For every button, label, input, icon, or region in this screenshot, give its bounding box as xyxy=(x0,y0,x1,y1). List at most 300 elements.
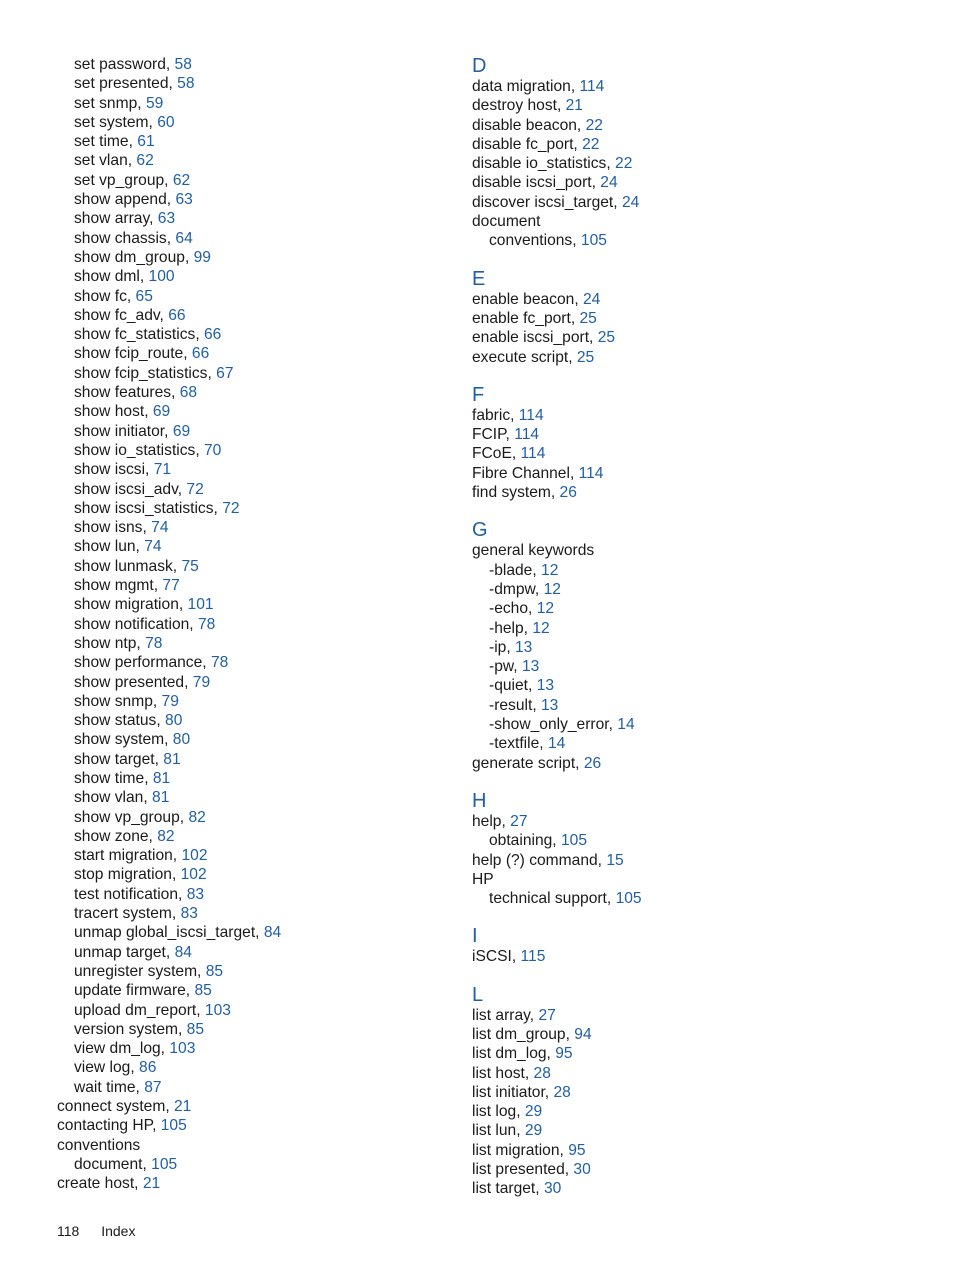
index-term: show isns, xyxy=(74,519,152,537)
index-term: stop migration, xyxy=(74,866,181,884)
index-subentry xyxy=(57,383,437,402)
index-term: -pw, xyxy=(489,658,522,676)
index-subentry xyxy=(57,615,437,634)
index-subentry xyxy=(472,599,912,618)
index-term: show mgmt, xyxy=(74,577,163,595)
page-reference-link[interactable]: 22 xyxy=(615,155,633,173)
page-reference-link[interactable]: 25 xyxy=(576,348,595,366)
index-term: disable iscsi_port, xyxy=(472,174,601,192)
index-term: view log, xyxy=(74,1059,140,1077)
page-reference-link[interactable]: 105 xyxy=(151,1155,178,1173)
page-reference-link[interactable]: 78 xyxy=(197,615,216,633)
page-reference-link[interactable]: 62 xyxy=(136,152,154,170)
index-entry xyxy=(472,290,912,309)
page-reference-link[interactable]: 21 xyxy=(174,1098,192,1116)
index-term: show zone, xyxy=(74,827,158,845)
index-term: list log, xyxy=(472,1103,525,1121)
index-term: unmap target, xyxy=(74,943,175,961)
page-reference-link[interactable]: 25 xyxy=(597,329,616,347)
index-subentry xyxy=(57,595,437,614)
index-entry xyxy=(472,1160,912,1179)
index-term: show array, xyxy=(74,210,158,228)
page-reference-link[interactable]: 26 xyxy=(583,754,602,772)
index-entry xyxy=(472,154,912,173)
index-subentry xyxy=(472,657,912,676)
page-reference-link[interactable]: 114 xyxy=(579,78,605,95)
index-entry xyxy=(472,1083,912,1102)
index-term: list initiator, xyxy=(472,1083,554,1101)
index-subentry xyxy=(57,460,437,479)
index-term: show chassis, xyxy=(74,229,176,247)
page-reference-link[interactable]: 13 xyxy=(515,638,533,656)
index-subentry xyxy=(57,248,437,267)
index-entry xyxy=(472,947,912,966)
page-reference-link[interactable]: 12 xyxy=(543,580,561,598)
page-reference-link[interactable]: 24 xyxy=(582,290,601,308)
index-term: list host, xyxy=(472,1064,534,1082)
page-reference-link[interactable]: 84 xyxy=(174,943,192,961)
index-subentry xyxy=(57,364,437,383)
page-reference-link[interactable]: 58 xyxy=(174,56,192,73)
index-term: tracert system, xyxy=(74,905,181,923)
index-entry xyxy=(472,444,912,463)
index-entry xyxy=(472,1179,912,1198)
index-subentry xyxy=(57,151,437,170)
page-reference-link[interactable]: 21 xyxy=(142,1175,161,1193)
index-term: show iscsi_statistics, xyxy=(74,499,223,517)
index-term: show fc, xyxy=(74,287,136,305)
page-reference-link[interactable]: 85 xyxy=(194,982,212,1000)
page-reference-link[interactable]: 12 xyxy=(536,600,555,618)
index-subentry xyxy=(57,962,437,981)
page-reference-link[interactable]: 100 xyxy=(148,268,175,286)
index-subentry xyxy=(57,480,437,499)
index-term: list migration, xyxy=(472,1141,569,1159)
index-subentry xyxy=(57,209,437,228)
index-entry xyxy=(472,754,912,773)
page-reference-link[interactable]: 78 xyxy=(145,634,163,652)
page-reference-link[interactable]: 81 xyxy=(152,789,170,807)
index-subentry xyxy=(57,325,437,344)
index-subentry xyxy=(57,267,437,286)
page-reference-link[interactable]: 13 xyxy=(541,696,559,714)
page-reference-link[interactable]: 71 xyxy=(153,461,172,479)
index-term: show initiator, xyxy=(74,422,173,440)
page-reference-link[interactable]: 105 xyxy=(560,832,587,850)
page-reference-link[interactable]: 24 xyxy=(600,174,618,192)
page-reference-link[interactable]: 105 xyxy=(160,1117,187,1135)
index-term: help, xyxy=(472,812,511,830)
index-entry xyxy=(472,1064,912,1083)
page-reference-link[interactable]: 94 xyxy=(574,1025,592,1043)
index-entry xyxy=(57,1097,437,1116)
index-term: set vp_group, xyxy=(74,171,173,189)
index-subentry xyxy=(472,889,912,908)
page-reference-link[interactable]: 63 xyxy=(157,210,176,228)
page-reference-link[interactable]: 62 xyxy=(172,171,191,189)
page-reference-link[interactable]: 81 xyxy=(152,769,171,787)
index-term: show fcip_statistics, xyxy=(74,364,217,382)
page-reference-link[interactable]: 114 xyxy=(514,426,540,444)
index-left-column xyxy=(57,55,437,1194)
page-reference-link[interactable]: 83 xyxy=(180,905,198,923)
page-reference-link[interactable]: 25 xyxy=(579,309,597,327)
index-subentry xyxy=(57,499,437,518)
index-subentry xyxy=(57,865,437,884)
page-reference-link[interactable]: 103 xyxy=(169,1040,196,1058)
page-reference-link[interactable]: 105 xyxy=(615,890,642,908)
index-term: set presented, xyxy=(74,75,178,93)
index-subentry xyxy=(57,441,437,460)
index-term: show fc_adv, xyxy=(74,306,169,324)
index-term: set system, xyxy=(74,113,158,131)
page-reference-link[interactable]: 74 xyxy=(144,538,162,556)
page-reference-link[interactable]: 14 xyxy=(547,735,566,753)
index-subentry xyxy=(472,638,912,657)
index-entry xyxy=(472,1044,912,1063)
page-reference-link[interactable]: 74 xyxy=(151,519,169,537)
index-term: disable fc_port, xyxy=(472,135,583,153)
index-term: -quiet, xyxy=(489,677,537,695)
index-term: fabric, xyxy=(472,406,519,424)
index-term: general keywords xyxy=(472,542,595,560)
index-term: show io_statistics, xyxy=(74,441,204,459)
page-reference-link[interactable]: 66 xyxy=(191,345,210,363)
page-reference-link[interactable]: 95 xyxy=(555,1045,573,1063)
page-reference-link[interactable]: 29 xyxy=(524,1122,543,1140)
page-reference-link[interactable]: 14 xyxy=(617,716,635,734)
page-reference-link[interactable]: 86 xyxy=(139,1059,157,1077)
index-subentry xyxy=(57,422,437,441)
index-term: -textfile, xyxy=(489,735,548,753)
page-reference-link[interactable]: 99 xyxy=(193,248,211,266)
index-term: disable io_statistics, xyxy=(472,155,616,173)
page-reference-link[interactable]: 84 xyxy=(263,924,282,942)
page-reference-link[interactable]: 13 xyxy=(521,658,540,676)
index-term: discover iscsi_target, xyxy=(472,193,622,211)
page-reference-link[interactable]: 103 xyxy=(204,1001,231,1019)
page-footer xyxy=(57,1223,135,1239)
index-entry xyxy=(472,348,912,367)
page-reference-link[interactable]: 29 xyxy=(524,1103,543,1121)
page-reference-link[interactable]: 27 xyxy=(538,1006,556,1024)
page-reference-link[interactable]: 80 xyxy=(165,712,183,730)
index-term: FCIP, xyxy=(472,426,515,444)
index-term: -dmpw, xyxy=(489,580,544,598)
index-term: show lunmask, xyxy=(74,557,182,575)
index-subentry xyxy=(57,306,437,325)
index-term: set time, xyxy=(74,133,138,151)
index-subentry xyxy=(57,344,437,363)
index-term: generate script, xyxy=(472,754,584,772)
page-reference-link[interactable]: 115 xyxy=(520,948,546,966)
index-entry xyxy=(472,328,912,347)
index-subentry xyxy=(472,231,912,250)
index-term: wait time, xyxy=(74,1078,145,1096)
page-reference-link[interactable]: 30 xyxy=(573,1161,591,1179)
index-subentry xyxy=(472,831,912,850)
index-entry xyxy=(472,1025,912,1044)
index-subentry xyxy=(57,904,437,923)
page-reference-link[interactable]: 12 xyxy=(532,619,550,637)
index-letter-heading: D xyxy=(472,55,487,77)
index-term: set password, xyxy=(74,56,175,73)
page-reference-link[interactable]: 87 xyxy=(144,1078,162,1096)
index-subentry xyxy=(57,981,437,1000)
index-entry xyxy=(472,406,912,425)
page-reference-link[interactable]: 72 xyxy=(186,480,204,498)
index-term: list presented, xyxy=(472,1161,574,1179)
index-entry xyxy=(472,870,912,889)
page-reference-link[interactable]: 60 xyxy=(157,113,175,131)
index-term: find system, xyxy=(472,484,560,502)
index-subentry xyxy=(57,846,437,865)
page-reference-link[interactable]: 22 xyxy=(582,135,600,153)
page-reference-link[interactable]: 102 xyxy=(181,847,208,865)
index-subentry xyxy=(57,1039,437,1058)
index-entry xyxy=(472,309,912,328)
index-term: set vlan, xyxy=(74,152,137,170)
page-reference-link[interactable]: 27 xyxy=(510,812,528,830)
index-subentry xyxy=(57,653,437,672)
index-term: data migration, xyxy=(472,78,580,95)
page-reference-link[interactable]: 114 xyxy=(518,406,544,424)
page-reference-link[interactable]: 13 xyxy=(536,677,555,695)
index-term: connect system, xyxy=(57,1098,174,1116)
index-subentry xyxy=(472,676,912,695)
index-term: technical support, xyxy=(489,890,616,908)
index-subentry xyxy=(57,287,437,306)
index-subentry xyxy=(472,734,912,753)
index-term: update firmware, xyxy=(74,982,195,1000)
index-subentry xyxy=(57,94,437,113)
index-term: HP xyxy=(472,870,494,888)
index-entry xyxy=(57,1136,437,1155)
page-reference-link[interactable]: 30 xyxy=(543,1180,562,1198)
index-subentry xyxy=(57,923,437,942)
index-subentry xyxy=(57,1058,437,1077)
page-reference-link[interactable]: 66 xyxy=(168,306,186,324)
index-term: view dm_log, xyxy=(74,1040,170,1058)
index-entry xyxy=(472,116,912,135)
page-reference-link[interactable]: 85 xyxy=(186,1020,205,1038)
index-term: create host, xyxy=(57,1175,143,1193)
index-term: help (?) command, xyxy=(472,851,607,869)
index-term: -show_only_error, xyxy=(489,716,618,734)
index-subentry xyxy=(57,885,437,904)
index-entry xyxy=(472,193,912,212)
page-reference-link[interactable]: 12 xyxy=(541,561,559,579)
index-letter-heading: F xyxy=(472,383,485,406)
index-subentry xyxy=(57,788,437,807)
index-entry xyxy=(472,212,912,231)
page-reference-link[interactable]: 85 xyxy=(205,962,224,980)
page-reference-link[interactable]: 95 xyxy=(568,1141,586,1159)
index-term: set snmp, xyxy=(74,94,146,112)
page-reference-link[interactable]: 79 xyxy=(161,692,179,710)
index-entry xyxy=(472,135,912,154)
index-term: -blade, xyxy=(489,561,542,579)
index-entry xyxy=(472,425,912,444)
page-reference-link[interactable]: 15 xyxy=(606,851,624,869)
page-reference-link[interactable]: 78 xyxy=(210,654,229,672)
page-reference-link[interactable]: 26 xyxy=(559,484,577,502)
index-subentry xyxy=(57,132,437,151)
index-term: enable iscsi_port, xyxy=(472,329,598,347)
footer-section-title: Index xyxy=(101,1223,136,1239)
index-subentry xyxy=(57,402,437,421)
index-term: show system, xyxy=(74,731,173,749)
index-subentry xyxy=(57,1001,437,1020)
page-reference-link[interactable]: 64 xyxy=(175,229,193,247)
index-entry xyxy=(472,1102,912,1121)
index-term: Fibre Channel, xyxy=(472,464,579,482)
index-subentry xyxy=(57,576,437,595)
index-subentry xyxy=(57,229,437,248)
index-subentry xyxy=(472,619,912,638)
index-term: -echo, xyxy=(489,600,537,618)
index-term: show vp_group, xyxy=(74,808,189,826)
index-subentry xyxy=(57,1078,437,1097)
page-reference-link[interactable]: 61 xyxy=(137,133,155,151)
index-term: show iscsi, xyxy=(74,461,154,479)
page-reference-link[interactable]: 66 xyxy=(204,326,222,344)
index-subentry xyxy=(57,769,437,788)
index-entry xyxy=(472,173,912,192)
index-subentry xyxy=(57,1155,437,1174)
page-reference-link[interactable]: 75 xyxy=(181,557,199,575)
index-term: conventions xyxy=(57,1136,141,1154)
index-term: version system, xyxy=(74,1020,187,1038)
index-term: -ip, xyxy=(489,638,515,656)
index-term: list target, xyxy=(472,1180,544,1198)
index-term: list array, xyxy=(472,1006,539,1024)
page-reference-link[interactable]: 114 xyxy=(520,445,546,463)
page-reference-link[interactable]: 65 xyxy=(135,287,153,305)
page-reference-link[interactable]: 21 xyxy=(565,97,583,115)
index-entry xyxy=(472,541,912,560)
index-term: document xyxy=(472,213,541,231)
page-reference-link[interactable]: 24 xyxy=(621,193,640,211)
page-reference-link[interactable]: 70 xyxy=(204,441,222,459)
index-subentry xyxy=(57,537,437,556)
index-term: show lun, xyxy=(74,538,145,556)
page-reference-link[interactable]: 67 xyxy=(216,364,234,382)
page-reference-link[interactable]: 22 xyxy=(585,116,603,134)
page-reference-link[interactable]: 69 xyxy=(172,422,191,440)
index-subentry xyxy=(57,730,437,749)
index-term: upload dm_report, xyxy=(74,1001,205,1019)
index-subentry xyxy=(57,692,437,711)
index-term: show status, xyxy=(74,712,166,730)
page-reference-link[interactable]: 114 xyxy=(578,464,604,482)
index-term: show fcip_route, xyxy=(74,345,192,363)
index-term: start migration, xyxy=(74,847,182,865)
index-entry xyxy=(472,1141,912,1160)
index-subentry xyxy=(57,171,437,190)
index-entry xyxy=(472,1006,912,1025)
index-subentry xyxy=(57,55,437,74)
page-reference-link[interactable]: 83 xyxy=(186,885,205,903)
index-subentry xyxy=(57,74,437,93)
index-subentry xyxy=(57,190,437,209)
index-term: document, xyxy=(74,1155,152,1173)
index-subentry xyxy=(57,750,437,769)
index-subentry xyxy=(472,696,912,715)
index-entry xyxy=(57,1116,437,1135)
page-reference-link[interactable]: 82 xyxy=(157,827,175,845)
page-reference-link[interactable]: 80 xyxy=(172,731,191,749)
page-reference-link[interactable]: 81 xyxy=(163,750,181,768)
index-subentry xyxy=(57,113,437,132)
page-reference-link[interactable]: 82 xyxy=(188,808,206,826)
page-reference-link[interactable]: 105 xyxy=(580,232,607,250)
index-subentry xyxy=(57,634,437,653)
index-term: list dm_group, xyxy=(472,1025,575,1043)
page-reference-link[interactable]: 79 xyxy=(192,673,211,691)
page-reference-link[interactable]: 59 xyxy=(145,94,164,112)
index-entry xyxy=(472,483,912,502)
index-letter-heading: H xyxy=(472,789,487,812)
index-term: iSCSI, xyxy=(472,948,521,966)
index-letter-heading: G xyxy=(472,519,488,542)
index-subentry xyxy=(472,715,912,734)
index-entry xyxy=(472,77,912,96)
page-reference-link[interactable]: 77 xyxy=(162,577,180,595)
page-reference-link[interactable]: 101 xyxy=(187,596,214,614)
index-subentry xyxy=(57,673,437,692)
index-letter-heading: L xyxy=(472,983,484,1006)
index-entry xyxy=(472,812,912,831)
index-term: enable beacon, xyxy=(472,290,583,308)
index-subentry xyxy=(472,580,912,599)
index-term: list dm_log, xyxy=(472,1045,556,1063)
index-term: -result, xyxy=(489,696,541,714)
page-reference-link[interactable]: 58 xyxy=(177,75,195,93)
page-reference-link[interactable]: 63 xyxy=(175,191,193,209)
index-term: FCoE, xyxy=(472,445,521,463)
index-subentry xyxy=(57,518,437,537)
page-reference-link[interactable]: 69 xyxy=(152,403,171,421)
index-entry xyxy=(472,464,912,483)
index-term: show migration, xyxy=(74,596,188,614)
index-term: show host, xyxy=(74,403,153,421)
index-term: test notification, xyxy=(74,885,187,903)
index-subentry xyxy=(472,561,912,580)
index-term: show snmp, xyxy=(74,692,162,710)
index-subentry xyxy=(57,711,437,730)
index-term: show dml, xyxy=(74,268,149,286)
index-entry xyxy=(472,851,912,870)
index-term: show iscsi_adv, xyxy=(74,480,187,498)
index-term: conventions, xyxy=(489,232,581,250)
index-subentry xyxy=(57,1020,437,1039)
page-reference-link[interactable]: 28 xyxy=(553,1083,571,1101)
page-reference-link[interactable]: 28 xyxy=(533,1064,551,1082)
page-reference-link[interactable]: 72 xyxy=(222,499,240,517)
index-term: show vlan, xyxy=(74,789,153,807)
index-subentry xyxy=(57,827,437,846)
index-right-column xyxy=(472,55,912,1199)
page-reference-link[interactable]: 68 xyxy=(179,384,198,402)
index-term: contacting HP, xyxy=(57,1117,161,1135)
page-reference-link[interactable]: 102 xyxy=(180,866,207,884)
index-term: unregister system, xyxy=(74,962,206,980)
index-subentry xyxy=(57,557,437,576)
index-term: destroy host, xyxy=(472,97,566,115)
index-term: show features, xyxy=(74,384,180,402)
index-letter-heading: E xyxy=(472,267,486,290)
